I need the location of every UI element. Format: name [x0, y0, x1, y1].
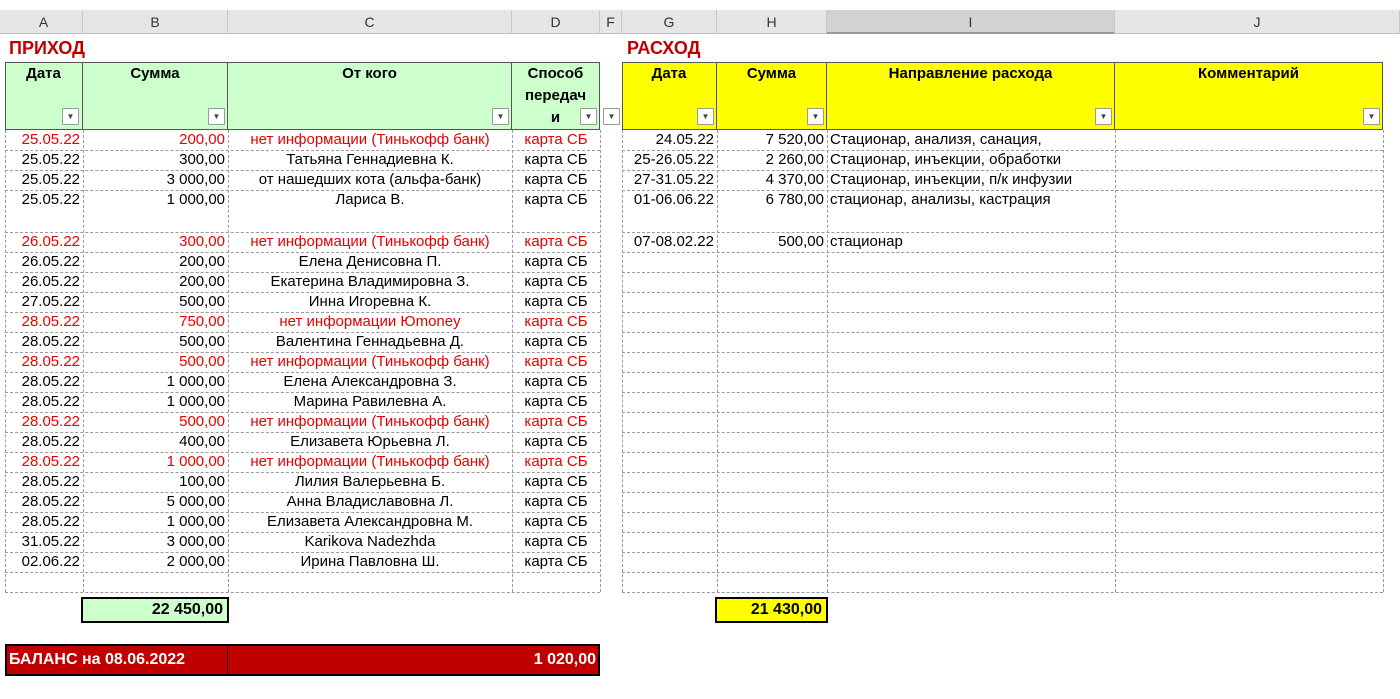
income-cell-date[interactable]: 28.05.22 — [21, 453, 80, 470]
income-cell-from[interactable]: нет информации (Тинькофф банк) — [250, 233, 490, 250]
income-cell-amount[interactable]: 500,00 — [179, 413, 225, 430]
expense-cell-direction[interactable]: Стационар, анализя, санация, — [830, 131, 1042, 148]
income-cell-method[interactable]: карта СБ — [524, 353, 588, 370]
income-cell-method[interactable]: карта СБ — [524, 151, 588, 168]
income-cell-date[interactable]: 28.05.22 — [21, 413, 80, 430]
expense-cell-comment[interactable] — [1115, 190, 1383, 232]
row-gridline — [622, 432, 1383, 433]
income-cell-method[interactable]: карта СБ — [524, 273, 588, 290]
income-cell-date[interactable]: 02.06.22 — [21, 553, 80, 570]
income-cell-amount[interactable]: 300,00 — [179, 233, 225, 250]
row-gridline — [622, 232, 1383, 233]
row-gridline — [5, 532, 600, 533]
column-header-a[interactable]: A — [5, 10, 83, 34]
row-gridline — [5, 312, 600, 313]
income-cell-date[interactable]: 26.05.22 — [21, 253, 80, 270]
row-gridline — [622, 532, 1383, 533]
expense-header-comment: Комментарий — [1115, 63, 1383, 129]
row-gridline — [622, 512, 1383, 513]
income-cell-from[interactable]: нет информации Юmoney — [279, 313, 461, 330]
income-cell-from[interactable]: нет информации (Тинькофф банк) — [250, 413, 490, 430]
income-cell-from[interactable]: нет информации (Тинькофф банк) — [250, 131, 490, 148]
expense-cell-direction[interactable]: стационар — [830, 233, 903, 250]
income-cell-method[interactable]: карта СБ — [524, 533, 588, 550]
row-gridline — [622, 592, 1383, 593]
row-gridline — [622, 332, 1383, 333]
column-header-i[interactable]: I — [827, 10, 1115, 34]
row-gridline — [5, 190, 600, 191]
income-cell-amount[interactable]: 1 000,00 — [166, 513, 225, 530]
income-cell-from[interactable]: Елизавета Юрьевна Л. — [290, 433, 450, 450]
income-cell-amount[interactable]: 3 000,00 — [166, 533, 225, 550]
expense-cell-amount[interactable]: 2 260,00 — [765, 151, 824, 168]
row-gridline — [5, 150, 600, 151]
row-gridline — [622, 412, 1383, 413]
income-cell-amount[interactable]: 1 000,00 — [166, 373, 225, 390]
row-gridline — [5, 292, 600, 293]
expense-cell-comment[interactable] — [1115, 130, 1383, 150]
row-gridline — [5, 472, 600, 473]
income-cell-from[interactable]: Инна Игоревна К. — [308, 293, 432, 310]
filter-f-column-icon[interactable]: ▼ — [603, 108, 620, 125]
income-cell-amount[interactable]: 200,00 — [179, 253, 225, 270]
income-cell-amount[interactable]: 2 000,00 — [166, 553, 225, 570]
income-cell-method[interactable]: карта СБ — [524, 433, 588, 450]
row-gridline — [5, 592, 600, 593]
income-cell-amount[interactable]: 500,00 — [179, 353, 225, 370]
income-cell-from[interactable]: Анна Владиславовна Л. — [286, 493, 454, 510]
row-gridline — [622, 252, 1383, 253]
income-cell-from[interactable]: нет информации (Тинькофф банк) — [250, 353, 490, 370]
balance-label[interactable]: БАЛАНС на 08.06.2022 — [9, 651, 186, 668]
income-cell-amount[interactable]: 200,00 — [179, 131, 225, 148]
col-gridline — [622, 130, 623, 592]
income-cell-amount[interactable]: 100,00 — [179, 473, 225, 490]
expense-cell-comment[interactable] — [1115, 232, 1383, 252]
income-cell-amount[interactable]: 1 000,00 — [166, 453, 225, 470]
expense-cell-comment[interactable] — [1115, 150, 1383, 170]
income-cell-from[interactable]: Лилия Валерьевна Б. — [294, 473, 446, 490]
income-cell-method[interactable]: карта СБ — [524, 233, 588, 250]
col-gridline — [600, 130, 601, 592]
income-cell-date[interactable]: 28.05.22 — [21, 313, 80, 330]
row-gridline — [622, 352, 1383, 353]
income-cell-method[interactable]: карта СБ — [524, 513, 588, 530]
income-cell-from[interactable]: Елена Денисовна П. — [298, 253, 442, 270]
column-header-b[interactable]: B — [83, 10, 228, 34]
expense-cell-date[interactable]: 25-26.05.22 — [633, 151, 714, 168]
expense-title: РАСХОД — [627, 38, 701, 58]
row-gridline — [622, 552, 1383, 553]
income-cell-amount[interactable]: 500,00 — [179, 293, 225, 310]
income-header-amount: Сумма — [83, 63, 228, 129]
row-gridline — [622, 312, 1383, 313]
income-cell-date[interactable]: 26.05.22 — [21, 273, 80, 290]
income-cell-method[interactable]: карта СБ — [524, 473, 588, 490]
expense-cell-direction[interactable]: стационар, анализы, кастрация — [830, 191, 1051, 208]
income-cell-amount[interactable]: 1 000,00 — [166, 191, 225, 208]
row-gridline — [622, 472, 1383, 473]
income-header-date: Дата — [5, 63, 83, 129]
row-gridline — [5, 272, 600, 273]
column-header-d[interactable]: D — [512, 10, 600, 34]
income-cell-date[interactable]: 28.05.22 — [21, 353, 80, 370]
income-cell-date[interactable]: 28.05.22 — [21, 513, 80, 530]
row-gridline — [622, 572, 1383, 573]
income-cell-date[interactable]: 28.05.22 — [21, 393, 80, 410]
row-gridline — [5, 392, 600, 393]
income-cell-from[interactable]: нет информации (Тинькофф банк) — [250, 453, 490, 470]
income-total[interactable]: 22 450,00 — [81, 597, 229, 623]
expense-header-date: Дата — [622, 63, 717, 129]
income-cell-method[interactable]: карта СБ — [524, 293, 588, 310]
expense-cell-direction[interactable]: Стационар, инъекции, обработки — [830, 151, 1062, 168]
filter-from-income-icon[interactable]: ▼ — [492, 108, 509, 125]
filter-direction-expense-icon[interactable]: ▼ — [1095, 108, 1112, 125]
income-cell-method[interactable]: карта СБ — [524, 191, 588, 208]
expense-cell-amount[interactable]: 500,00 — [778, 233, 824, 250]
income-header-from: От кого — [228, 63, 512, 129]
expense-cell-date[interactable]: 27-31.05.22 — [633, 171, 714, 188]
income-cell-date[interactable]: 28.05.22 — [21, 433, 80, 450]
row-gridline — [622, 372, 1383, 373]
row-gridline — [622, 292, 1383, 293]
row-gridline — [5, 432, 600, 433]
income-header-method-line-3: и — [550, 109, 561, 126]
filter-date-expense-icon[interactable]: ▼ — [697, 108, 714, 125]
row-gridline — [622, 392, 1383, 393]
income-cell-amount[interactable]: 1 000,00 — [166, 393, 225, 410]
column-header-f[interactable]: F — [600, 10, 622, 34]
income-cell-date[interactable]: 28.05.22 — [21, 473, 80, 490]
income-cell-from[interactable]: Елена Александровна З. — [283, 373, 457, 390]
income-cell-date[interactable]: 31.05.22 — [21, 533, 80, 550]
income-cell-date[interactable]: 28.05.22 — [21, 373, 80, 390]
column-header-c[interactable]: C — [228, 10, 512, 34]
income-cell-from[interactable]: Валентина Геннадьевна Д. — [275, 333, 465, 350]
income-header-method-line-2: передач — [524, 87, 587, 104]
income-cell-from[interactable]: Karikova Nadezhda — [304, 533, 436, 550]
income-cell-from[interactable]: Марина Равилевна А. — [293, 393, 447, 410]
balance-divider — [227, 646, 228, 674]
income-cell-amount[interactable]: 400,00 — [179, 433, 225, 450]
income-cell-amount[interactable]: 3 000,00 — [166, 171, 225, 188]
income-cell-method[interactable]: карта СБ — [524, 493, 588, 510]
income-cell-method[interactable]: карта СБ — [524, 313, 588, 330]
expense-cell-date[interactable]: 24.05.22 — [655, 131, 714, 148]
income-cell-method[interactable]: карта СБ — [524, 171, 588, 188]
row-gridline — [622, 492, 1383, 493]
income-cell-date[interactable]: 27.05.22 — [21, 293, 80, 310]
row-gridline — [622, 170, 1383, 171]
income-cell-amount[interactable]: 500,00 — [179, 333, 225, 350]
col-gridline — [1383, 130, 1384, 592]
col-gridline — [1115, 130, 1116, 592]
expense-cell-direction[interactable]: Стационар, инъекции, п/к инфузии — [830, 171, 1073, 188]
income-cell-date[interactable]: 28.05.22 — [21, 333, 80, 350]
row-gridline — [5, 252, 600, 253]
expense-header-amount: Сумма — [717, 63, 827, 129]
income-cell-amount[interactable]: 5 000,00 — [166, 493, 225, 510]
filter-comment-expense-icon[interactable]: ▼ — [1363, 108, 1380, 125]
row-gridline — [622, 150, 1383, 151]
income-cell-from[interactable]: Лариса В. — [335, 191, 405, 208]
income-cell-date[interactable]: 25.05.22 — [21, 171, 80, 188]
expense-cell-comment[interactable] — [1115, 170, 1383, 190]
income-cell-method[interactable]: карта СБ — [524, 453, 588, 470]
income-cell-method[interactable]: карта СБ — [524, 393, 588, 410]
expense-cell-date[interactable]: 01-06.06.22 — [633, 191, 714, 208]
expense-total[interactable]: 21 430,00 — [715, 597, 828, 623]
income-cell-amount[interactable]: 300,00 — [179, 151, 225, 168]
col-gridline — [717, 130, 718, 592]
income-cell-date[interactable]: 25.05.22 — [21, 131, 80, 148]
income-cell-amount[interactable]: 750,00 — [179, 313, 225, 330]
expense-cell-amount[interactable]: 4 370,00 — [765, 171, 824, 188]
income-cell-method[interactable]: карта СБ — [524, 413, 588, 430]
col-gridline — [827, 130, 828, 592]
income-cell-date[interactable]: 28.05.22 — [21, 493, 80, 510]
row-gridline — [5, 170, 600, 171]
income-header-method-line-1: Способ — [527, 65, 584, 82]
row-gridline — [5, 352, 600, 353]
income-cell-from[interactable]: Ирина Павловна Ш. — [300, 553, 440, 570]
row-gridline — [5, 552, 600, 553]
expense-cell-date[interactable]: 07-08.02.22 — [633, 233, 714, 250]
income-cell-amount[interactable]: 200,00 — [179, 273, 225, 290]
row-gridline — [5, 452, 600, 453]
filter-date-income-icon[interactable]: ▼ — [62, 108, 79, 125]
income-cell-date[interactable]: 26.05.22 — [21, 233, 80, 250]
filter-amount-income-icon[interactable]: ▼ — [208, 108, 225, 125]
row-gridline — [5, 412, 600, 413]
row-gridline — [5, 572, 600, 573]
income-cell-method[interactable]: карта СБ — [524, 553, 588, 570]
filter-method-income-icon[interactable]: ▼ — [580, 108, 597, 125]
balance-value[interactable]: 1 020,00 — [533, 651, 596, 668]
row-gridline — [5, 232, 600, 233]
income-cell-from[interactable]: от нашедших кота (альфа-банк) — [258, 171, 482, 188]
row-gridline — [5, 372, 600, 373]
expense-cell-amount[interactable]: 6 780,00 — [765, 191, 824, 208]
filter-amount-expense-icon[interactable]: ▼ — [807, 108, 824, 125]
column-header-g[interactable]: G — [622, 10, 717, 34]
col-gridline — [5, 130, 6, 592]
income-cell-date[interactable]: 25.05.22 — [21, 151, 80, 168]
row-gridline — [622, 272, 1383, 273]
column-header-j[interactable]: J — [1115, 10, 1400, 34]
income-cell-method[interactable]: карта СБ — [524, 253, 588, 270]
row-gridline — [5, 332, 600, 333]
income-title: ПРИХОД — [9, 38, 86, 58]
row-gridline — [5, 512, 600, 513]
income-cell-from[interactable]: Екатерина Владимировна З. — [270, 273, 470, 290]
col-gridline — [512, 130, 513, 592]
column-header-h[interactable]: H — [717, 10, 827, 34]
col-gridline — [83, 130, 84, 592]
income-cell-method[interactable]: карта СБ — [524, 131, 588, 148]
income-cell-method[interactable]: карта СБ — [524, 333, 588, 350]
row-gridline — [5, 492, 600, 493]
income-cell-method[interactable]: карта СБ — [524, 373, 588, 390]
income-cell-from[interactable]: Елизавета Александровна М. — [266, 513, 474, 530]
income-cell-from[interactable]: Татьяна Геннадиевна К. — [286, 151, 454, 168]
income-cell-date[interactable]: 25.05.22 — [21, 191, 80, 208]
row-gridline — [622, 190, 1383, 191]
col-gridline — [228, 130, 229, 592]
expense-cell-amount[interactable]: 7 520,00 — [765, 131, 824, 148]
expense-header-direction: Направление расхода — [827, 63, 1115, 129]
row-gridline — [622, 452, 1383, 453]
